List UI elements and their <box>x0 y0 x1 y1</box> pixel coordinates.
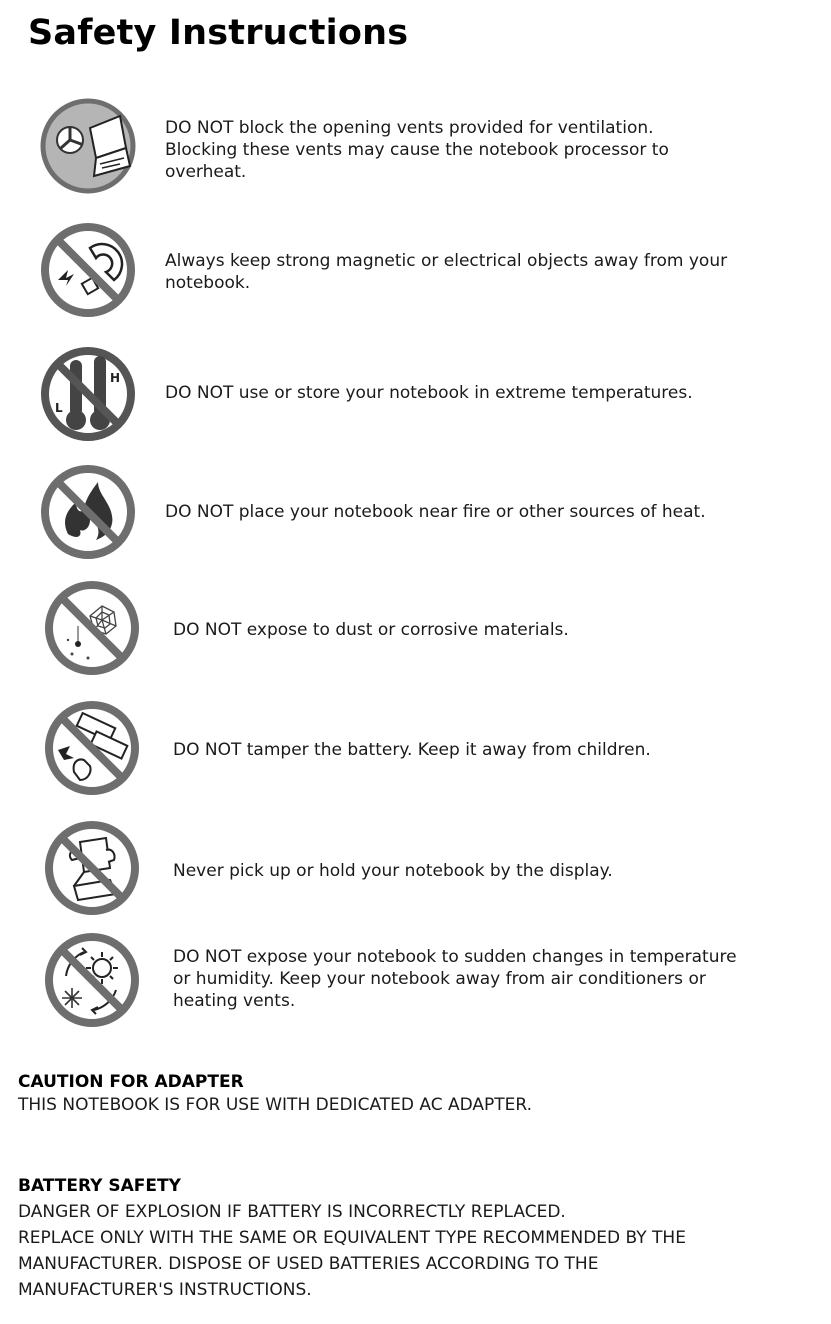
caution-adapter-body: THIS NOTEBOOK IS FOR USE WITH DEDICATED AC ADAPTER. <box>18 1095 533 1115</box>
no-fire-icon <box>40 464 136 560</box>
battery-safety-body: DANGER OF EXPLOSION IF BATTERY IS INCORRECTLY REPLACED. REPLACE ONLY WITH THE SAME OR EQUIVALENT TYPE RECOMMENDED BY THE MANUFACTURER. DISPOSE OF USED BATTERIES ACCORDING TO THE MANUFACTURER'S INSTRUCTIONS. <box>18 1202 686 1300</box>
instruction-text: DO NOT tamper the battery. Keep it away from children. <box>173 740 651 760</box>
page-title: Safety Instructions <box>28 13 409 53</box>
instruction-item <box>0 344 831 444</box>
no-lift-by-display-icon <box>44 820 140 916</box>
instruction-text: Always keep strong magnetic or electrical objects away from your notebook. <box>165 251 728 293</box>
no-battery-tamper-icon <box>44 700 140 796</box>
no-magnet-icon <box>40 222 136 318</box>
instruction-item <box>0 578 831 682</box>
caution-adapter-heading: CAUTION FOR ADAPTER <box>18 1072 244 1092</box>
svg-text:H: H <box>110 371 121 385</box>
instruction-text: DO NOT expose your notebook to sudden changes in temperature or humidity. Keep your notebook away from air conditioners or heating vents. <box>173 947 737 1011</box>
instruction-text: DO NOT expose to dust or corrosive materials. <box>173 620 569 640</box>
instruction-text: Never pick up or hold your notebook by the display. <box>173 861 613 881</box>
no-extreme-temperature-icon <box>40 346 136 442</box>
no-dust-icon <box>44 580 140 676</box>
instruction-item <box>0 930 831 1034</box>
battery-safety-heading: BATTERY SAFETY <box>18 1176 181 1196</box>
instruction-item <box>0 220 831 320</box>
instruction-text: DO NOT place your notebook near fire or other sources of heat. <box>165 502 706 522</box>
ventilation-icon <box>40 98 136 194</box>
instruction-item <box>0 818 831 922</box>
instruction-text: DO NOT block the opening vents provided for ventilation. Blocking these vents may cause the notebook processor to overheat. <box>165 118 669 182</box>
no-humidity-change-icon <box>44 932 140 1028</box>
instruction-item <box>0 96 831 196</box>
instruction-text: DO NOT use or store your notebook in extreme temperatures. <box>165 383 693 403</box>
instruction-item <box>0 698 831 802</box>
instruction-item <box>0 462 831 562</box>
svg-text:L: L <box>55 401 63 415</box>
